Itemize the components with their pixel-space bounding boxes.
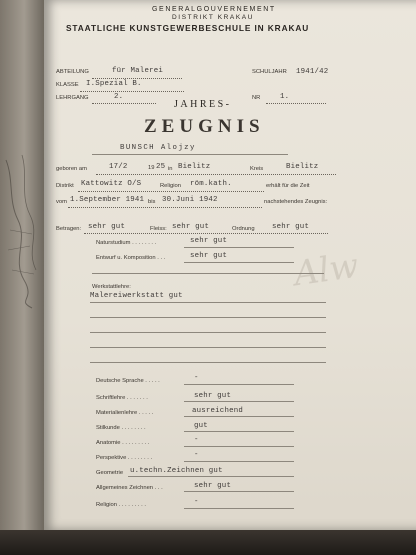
nr-line: [266, 103, 326, 104]
geometrie-line: [128, 476, 294, 477]
schriftlehre-line: [184, 401, 294, 402]
kreis-value: Bielitz: [286, 163, 319, 171]
werkstatt-line-2: [90, 317, 326, 318]
blank-line: [92, 273, 324, 274]
ordnung-value: sehr gut: [272, 223, 310, 231]
subject-label-geometrie: Geometrie: [96, 470, 124, 476]
religion-line: [184, 508, 294, 509]
klasse-value: I.Spezial B.: [86, 80, 142, 88]
student-name: BUNSCH Alojzy: [120, 144, 196, 152]
subject-value-allgemeines-zeichnen: sehr gut: [194, 482, 232, 490]
subject-value-materialienlehre: ausreichend: [192, 407, 243, 415]
abteilung-line: [92, 78, 182, 79]
betragen-value: sehr gut: [88, 223, 126, 231]
lehrgang-line: [92, 103, 156, 104]
birth-year-prefix: 19: [148, 165, 155, 171]
allgemeines-zeichnen-line: [184, 491, 294, 492]
subject-value-naturstudium: sehr gut: [190, 237, 228, 245]
klasse-label: KLASSE: [56, 82, 79, 88]
nachstehendes-text: nachstehendes Zeugnis:: [264, 199, 328, 205]
geboren-label: geboren am: [56, 166, 87, 172]
subject-label-perspektive: Perspektive . . . . . . . .: [96, 455, 153, 461]
von-label: vom: [56, 199, 67, 205]
lehrgang-label: LEHRGANG: [56, 95, 89, 101]
kreis-label: Kreis: [250, 166, 264, 172]
werkstatt-label: Werkstattlehre:: [92, 284, 131, 290]
left-facing-page: [0, 0, 44, 555]
subject-value-stilkunde: gut: [194, 422, 208, 430]
werkstatt-line-5: [90, 362, 326, 363]
entwurf-line: [184, 262, 294, 263]
erhaelt-text: erhält für die Zeit: [266, 183, 310, 189]
subject-value-perspektive: -: [194, 451, 199, 459]
religion-label: Religion: [160, 183, 181, 189]
distrikt-label: Distrikt: [56, 183, 74, 189]
abteilung-label: ABTEILUNG: [56, 69, 89, 75]
werkstatt-line-1: [90, 302, 326, 303]
faint-signature-watermark: Alw: [291, 245, 362, 295]
schuljahr-label: SCHULJAHR: [252, 69, 287, 75]
betragen-label: Betragen:: [56, 226, 82, 232]
abteilung-value: für Malerei: [112, 67, 163, 75]
header-line3: STAATLICHE KUNSTGEWERBESCHULE IN KRAKAU: [66, 23, 310, 33]
von-value: 1.September 1941: [70, 196, 145, 204]
subject-value-deutsch: -: [194, 374, 199, 382]
subject-value-geometrie: u.techn.Zeichnen gut: [130, 467, 223, 475]
ordnung-label: Ordnung: [232, 226, 255, 232]
fleiss-value: sehr gut: [172, 223, 210, 231]
subject-label-materialienlehre: Materialienlehre . . . . .: [96, 410, 154, 416]
religion-value: röm.kath.: [190, 180, 232, 188]
anatomie-line: [184, 446, 294, 447]
schuljahr-value: 1941/42: [296, 68, 329, 76]
subject-value-schriftlehre: sehr gut: [194, 392, 232, 400]
nr-label: NR: [252, 95, 261, 101]
subject-value-entwurf: sehr gut: [190, 252, 228, 260]
materialienlehre-line: [184, 416, 294, 417]
klasse-line: [80, 91, 184, 92]
subject-label-deutsch: Deutsche Sprache . . . . .: [96, 378, 160, 384]
name-line: [92, 154, 288, 155]
period-line: [68, 207, 262, 208]
distrikt-value: Kattowitz O/S: [81, 180, 142, 188]
werkstatt-line-4: [90, 347, 326, 348]
werkstatt-line-3: [90, 332, 326, 333]
birth-year: 25: [156, 163, 166, 171]
subject-label-stilkunde: Stilkunde . . . . . . . .: [96, 425, 146, 431]
title-zeugnis: ZEUGNIS: [144, 116, 265, 137]
left-page-illustration: [2, 150, 40, 310]
subject-label-allgemeines-zeichnen: Allgemeines Zeichnen . . .: [96, 485, 163, 491]
subject-label-schriftlehre: Schriftlehre . . . . . . .: [96, 395, 148, 401]
perspektive-line: [184, 461, 294, 462]
in-label: in: [168, 166, 173, 172]
dark-bottom-edge: [0, 530, 416, 555]
werkstatt-value: Malereiwerkstatt gut: [90, 292, 183, 300]
subject-label-anatomie: Anatomie . . . . . . . . .: [96, 440, 150, 446]
subject-label-entwurf: Entwurf u. Komposition . . .: [96, 255, 166, 261]
header-line2: DISTRIKT KRAKAU: [172, 14, 255, 21]
nr-value: 1.: [280, 93, 290, 101]
birth-day: 17/2: [109, 163, 128, 171]
certificate-page: [44, 0, 416, 530]
birth-place: Bielitz: [178, 163, 211, 171]
stilkunde-line: [184, 431, 294, 432]
header-line1: GENERALGOUVERNEMENT: [152, 6, 276, 13]
conduct-line: [84, 233, 328, 234]
lehrgang-value: 2.: [114, 93, 124, 101]
bis-value: 30.Juni 1942: [162, 196, 218, 204]
title-jahres: JAHRES-: [174, 99, 232, 110]
birth-line: [96, 174, 336, 175]
subject-label-religion: Religion . . . . . . . . .: [96, 502, 146, 508]
subject-value-religion: -: [194, 498, 199, 506]
fleiss-label: Fleiss:: [150, 226, 167, 232]
subject-label-naturstudium: Naturstudium . . . . . . . .: [96, 240, 157, 246]
subject-value-anatomie: -: [194, 436, 199, 444]
distrikt-line: [78, 191, 264, 192]
deutsch-line: [184, 384, 294, 385]
naturstudium-line: [184, 247, 294, 248]
bis-label: bis: [148, 199, 156, 205]
